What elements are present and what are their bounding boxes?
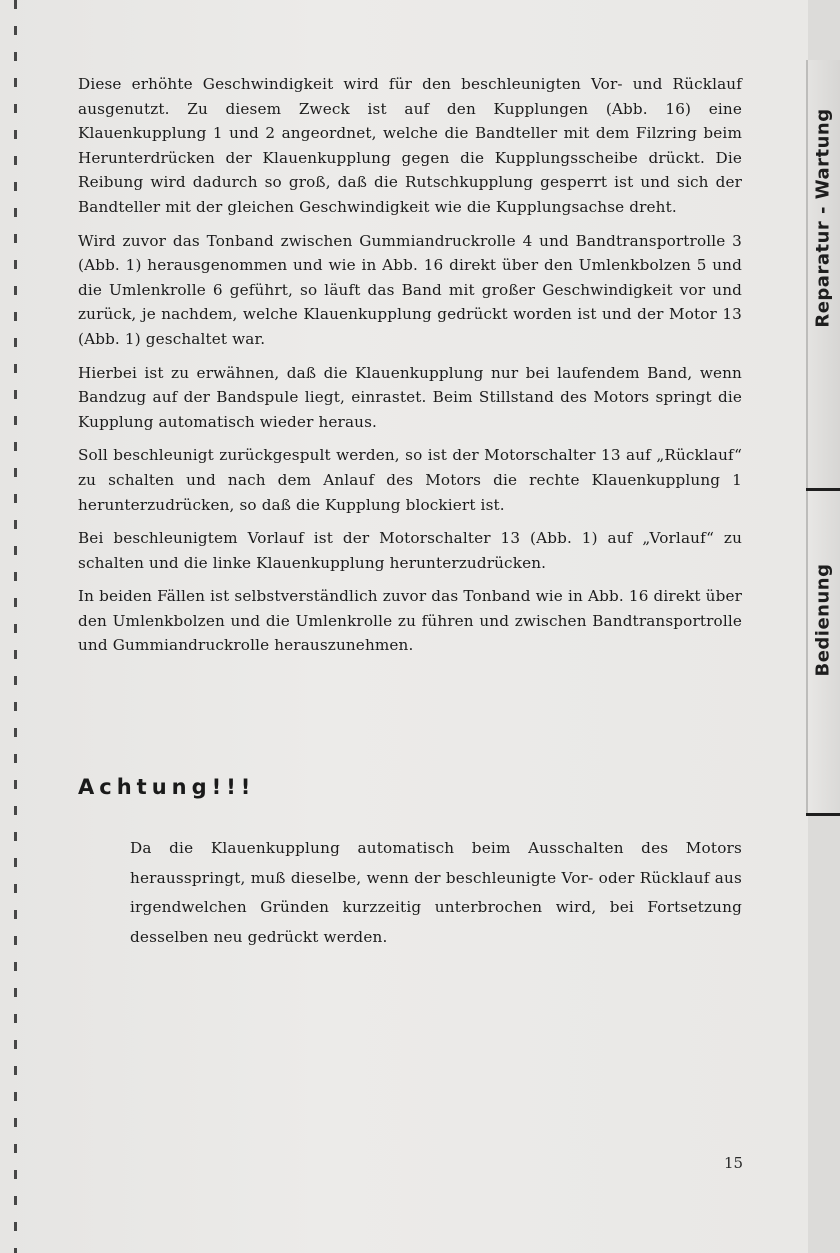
paragraph: In beiden Fällen ist selbstverständlich zuvor das Tonband wie in Abb. 16 direkt über den Umlenkbolzen und die Umlenkrolle zu führen und zwischen Bandtransportrolle und Gummiandruckrolle herauszunehmen. (78, 587, 742, 655)
warning-text: Da die Klauenkupplung automatisch beim Ausschalten des Motors herausspringt, muß dieselbe, wenn der beschleunigte Vor- oder Rücklauf aus irgendwelchen Gründen kurzzeitig unterbrochen wird, bei Fortsetzung desselben neu gedrückt werden. (130, 839, 742, 946)
tab-divider (806, 488, 840, 491)
paragraph: Wird zuvor das Tonband zwischen Gummiandruckrolle 4 und Bandtransportrolle 3 (Abb. 1) herausgenommen und wie in Abb. 16 direkt über den Umlenkbolzen 5 und die Umlenkrolle 6 geführt, so läuft das Band mit großer Geschwindigkeit vor und zurück, je nachdem, welche Klauenkupplung gedrückt worden ist und der Motor 13 (Abb. 1) geschaltet war. (78, 231, 742, 348)
tab-divider (806, 813, 840, 816)
paragraph: Diese erhöhte Geschwindigkeit wird für den beschleunigten Vor- und Rücklauf ausgenutzt. Zu diesem Zweck ist auf den Kupplungen (Abb. 16) eine Klauenkupplung 1 und 2 angeordnet, welche die Bandteller mit dem Filzring beim Herunterdrücken der Klauenkupplung gegen die Kupplungsscheibe drückt. Die Reibung wird dadurch so groß, daß die Rutschkupplung gesperrt ist und sich der Bandteller mit der gleichen Geschwindigkeit wie die Kupplungsachse dreht. (78, 75, 742, 216)
tab-repair-label: Reparatur - Wartung (812, 108, 834, 328)
perforation-edge (14, 0, 17, 1253)
paragraph: Soll beschleunigt zurückgespult werden, so ist der Motorschalter 13 auf „Rücklauf“ zu schalten und nach dem Anlauf des Motors die rechte Klauenkupplung 1 herunterzudrücken, so daß die Kupplung blockiert ist. (78, 446, 742, 514)
body-text (78, 72, 742, 667)
tab-operation-label: Bedienung (812, 563, 834, 677)
warning-heading: Achtung!!! (78, 775, 256, 799)
page-number: 15 (724, 1154, 744, 1172)
paragraph: Bei beschleunigtem Vorlauf ist der Motorschalter 13 (Abb. 1) auf „Vorlauf“ zu schalten und die linke Klauenkupplung herunterzudrücken. (78, 529, 742, 572)
paragraph: Hierbei ist zu erwähnen, daß die Klauenkupplung nur bei laufendem Band, wenn Bandzug auf der Bandspule liegt, einrastet. Beim Stillstand des Motors springt die Kupplung automatisch wieder heraus. (78, 363, 742, 431)
